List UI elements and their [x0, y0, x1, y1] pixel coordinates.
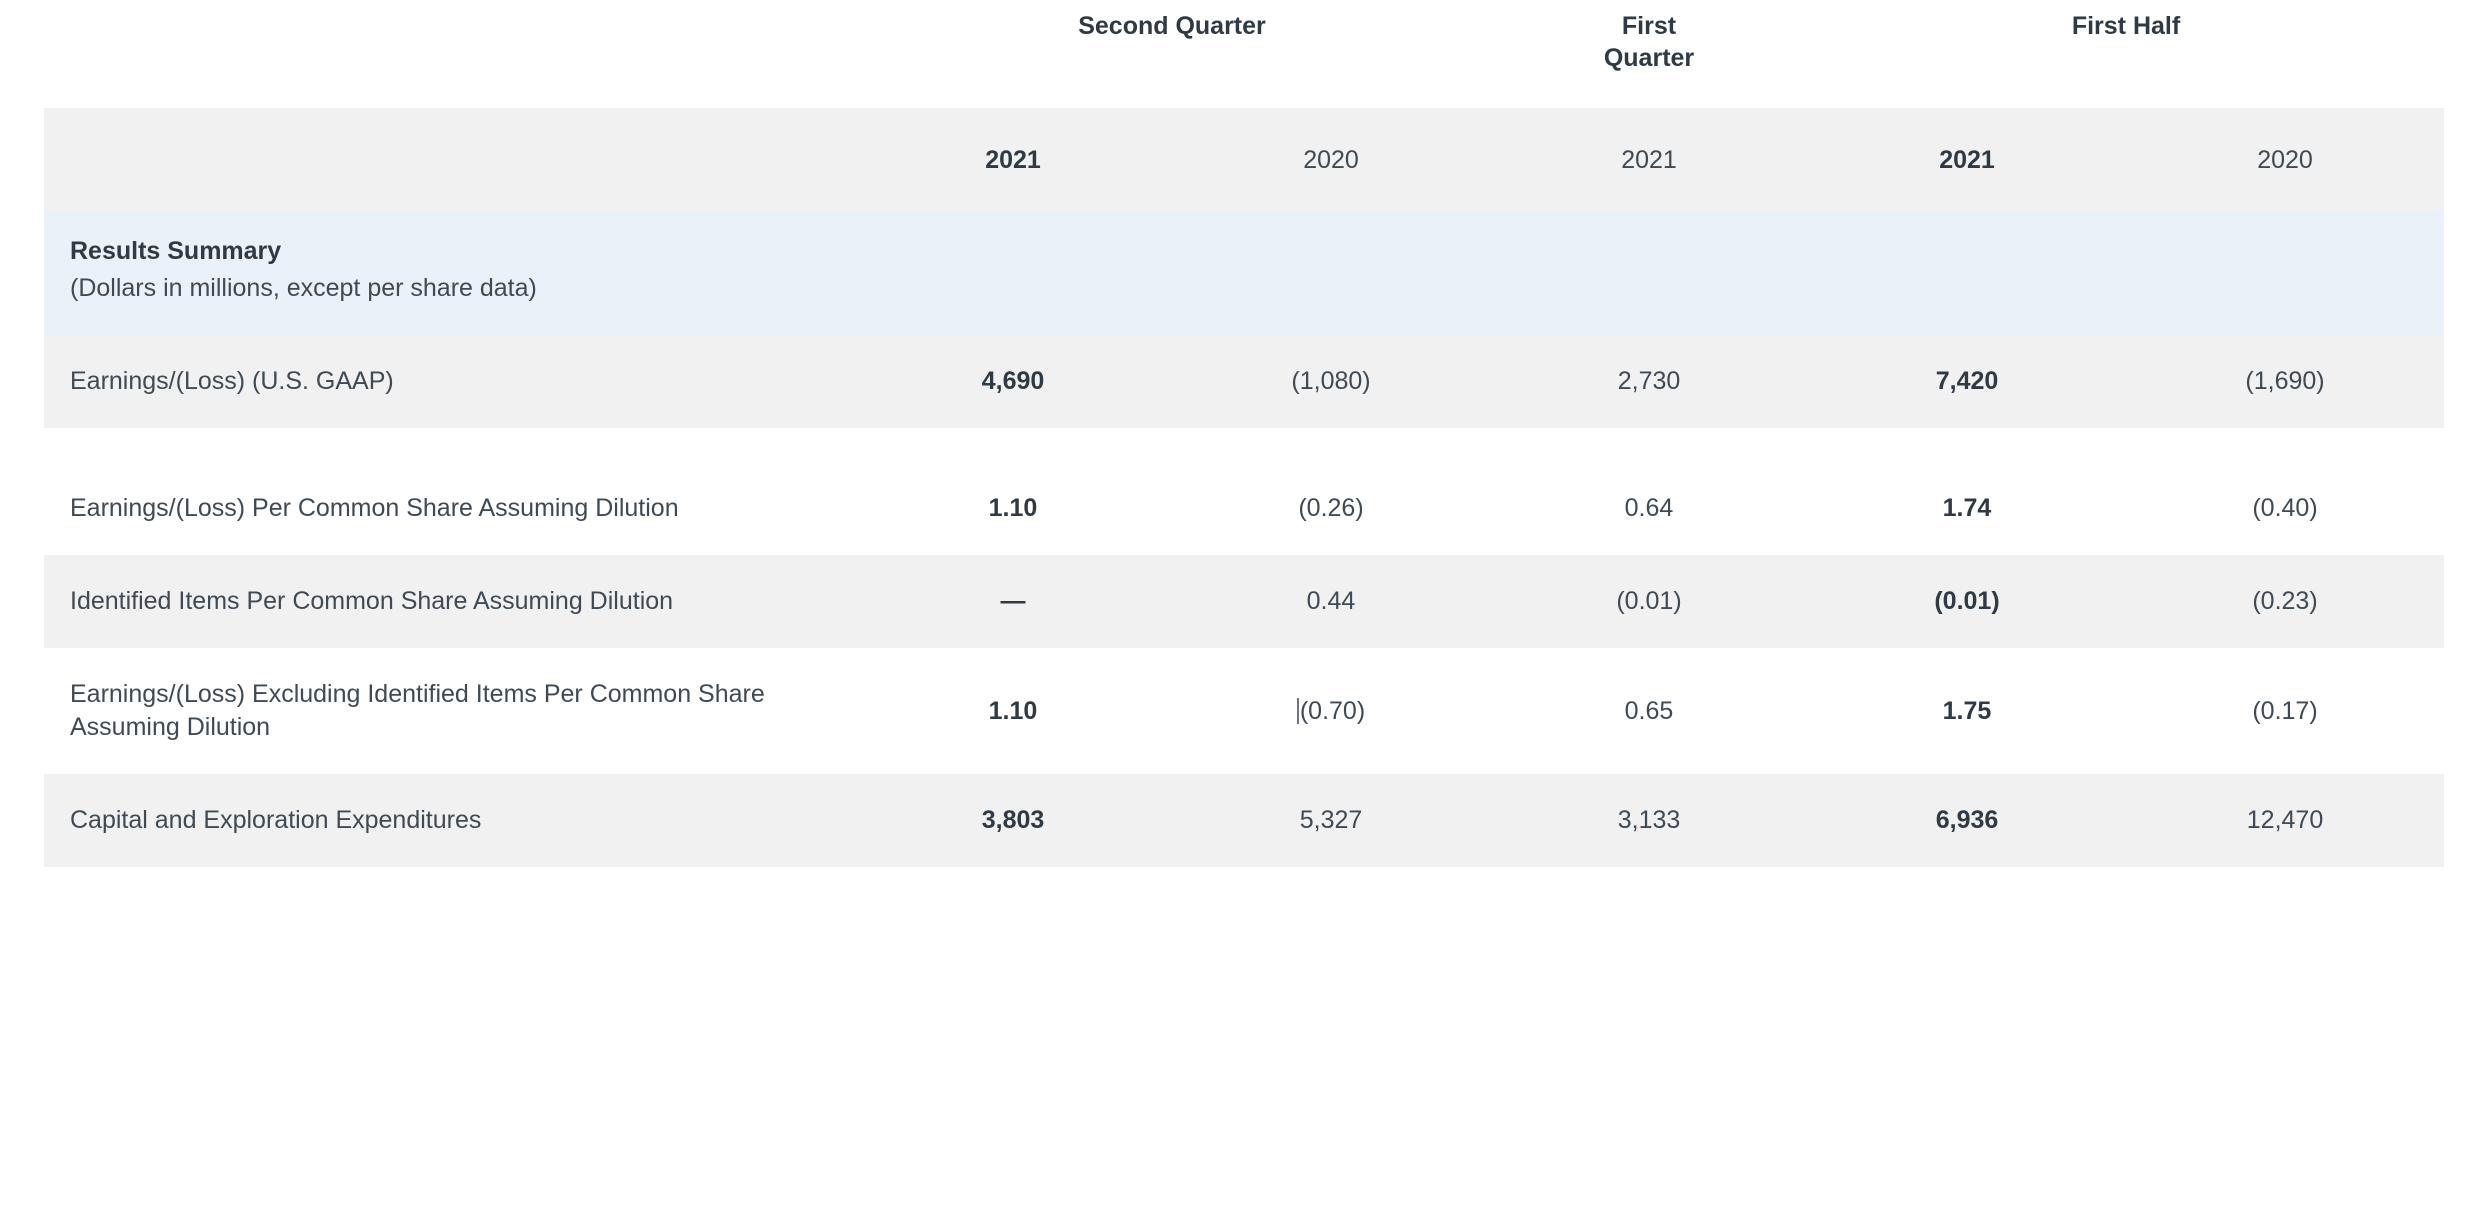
group-header-first-half: [1808, 0, 2444, 108]
row-label-eps-assuming-dilution: Earnings/(Loss) Per Common Share Assuming Dilution: [44, 462, 854, 555]
table-row-spacer: [44, 428, 2444, 462]
year-header-blank: [44, 108, 854, 211]
year-header-cell-1: [854, 108, 1172, 211]
group-header-second-quarter: [854, 0, 1490, 108]
row-label-identified-items-per-share: Identified Items Per Common Share Assuming Dilution: [44, 555, 854, 648]
table-row: [44, 555, 2444, 648]
cell-identified-h1-2020: (0.23): [2126, 555, 2444, 648]
results-summary-blank-4: [1808, 211, 2126, 335]
cell-capex-q1-2021: 3,133: [1490, 774, 1808, 867]
cell-eps-h1-2021: 1.74: [1808, 462, 2126, 555]
cell-capex-q2-2020: 5,327: [1172, 774, 1490, 867]
results-summary-label-cell: [44, 211, 854, 335]
row-label-eps-excluding-identified-items: Earnings/(Loss) Excluding Identified Items Per Common Share Assuming Dilution: [44, 648, 854, 774]
results-summary-row: [44, 211, 2444, 335]
group-header-first-quarter-line1: First: [1621, 12, 1677, 40]
year-label-second-quarter-2020: 2020: [1303, 146, 1359, 174]
cell-identified-h1-2021: (0.01): [1808, 555, 2126, 648]
year-header-cell-2: [1172, 108, 1490, 211]
table-row: [44, 774, 2444, 867]
year-label-second-quarter-2021: 2021: [985, 146, 1041, 174]
year-header-cell-4: [1808, 108, 2126, 211]
cell-eps-h1-2020: (0.40): [2126, 462, 2444, 555]
group-header-first-quarter: [1490, 0, 1808, 108]
results-summary-blank-3: [1490, 211, 1808, 335]
cell-identified-q2-2021: —: [854, 555, 1172, 648]
cell-eps-q1-2021: 0.64: [1490, 462, 1808, 555]
cell-earnings-gaap-h1-2021: 7,420: [1808, 335, 2126, 428]
cell-earnings-gaap-q1-2021: 2,730: [1490, 335, 1808, 428]
table-group-header-row: [44, 0, 2444, 108]
row-label-capital-exploration-expenditures: Capital and Exploration Expenditures: [44, 774, 854, 867]
cell-eps-excl-q2-2020-value: (0.70): [1299, 696, 1366, 725]
financial-results-table: [44, 0, 2444, 867]
table-year-header-row: [44, 108, 2444, 211]
cell-capex-h1-2020: 12,470: [2126, 774, 2444, 867]
results-summary-subtitle: (Dollars in millions, except per share data): [70, 274, 537, 302]
cell-earnings-gaap-h1-2020: (1,690): [2126, 335, 2444, 428]
cell-identified-q2-2020: 0.44: [1172, 555, 1490, 648]
cell-eps-q2-2021: 1.10: [854, 462, 1172, 555]
year-label-first-half-2021: 2021: [1939, 146, 1995, 174]
table-row: [44, 462, 2444, 555]
cell-eps-q2-2020: (0.26): [1172, 462, 1490, 555]
results-summary-blank-5: [2126, 211, 2444, 335]
cell-eps-excl-q1-2021: 0.65: [1490, 648, 1808, 774]
cell-capex-q2-2021: 3,803: [854, 774, 1172, 867]
group-header-first-half-label: First Half: [2071, 12, 2181, 40]
group-header-second-quarter-label: Second Quarter: [1078, 12, 1266, 40]
cell-eps-excl-h1-2021: 1.75: [1808, 648, 2126, 774]
cell-capex-h1-2021: 6,936: [1808, 774, 2126, 867]
results-summary-blank-1: [854, 211, 1172, 335]
year-label-first-quarter-2021: 2021: [1621, 146, 1677, 174]
year-header-cell-3: [1490, 108, 1808, 211]
row-label-earnings-loss-gaap: Earnings/(Loss) (U.S. GAAP): [44, 335, 854, 428]
table-row: [44, 648, 2444, 774]
year-label-first-half-2020: 2020: [2257, 146, 2313, 174]
cell-identified-q1-2021: (0.01): [1490, 555, 1808, 648]
text-cursor-caret: [1297, 698, 1299, 724]
cell-eps-excl-q2-2021: 1.10: [854, 648, 1172, 774]
year-header-cell-5: [2126, 108, 2444, 211]
cell-earnings-gaap-q2-2021: 4,690: [854, 335, 1172, 428]
group-header-first-quarter-label: [1490, 10, 1808, 74]
group-header-first-quarter-line2: Quarter: [1603, 44, 1695, 72]
cell-earnings-gaap-q2-2020: (1,080): [1172, 335, 1490, 428]
cell-eps-excl-q2-2020: [1172, 648, 1490, 774]
cell-eps-excl-h1-2020: (0.17): [2126, 648, 2444, 774]
group-header-blank: [44, 0, 854, 108]
results-summary-blank-2: [1172, 211, 1490, 335]
results-summary-title: Results Summary: [70, 237, 282, 265]
table-row: [44, 335, 2444, 428]
